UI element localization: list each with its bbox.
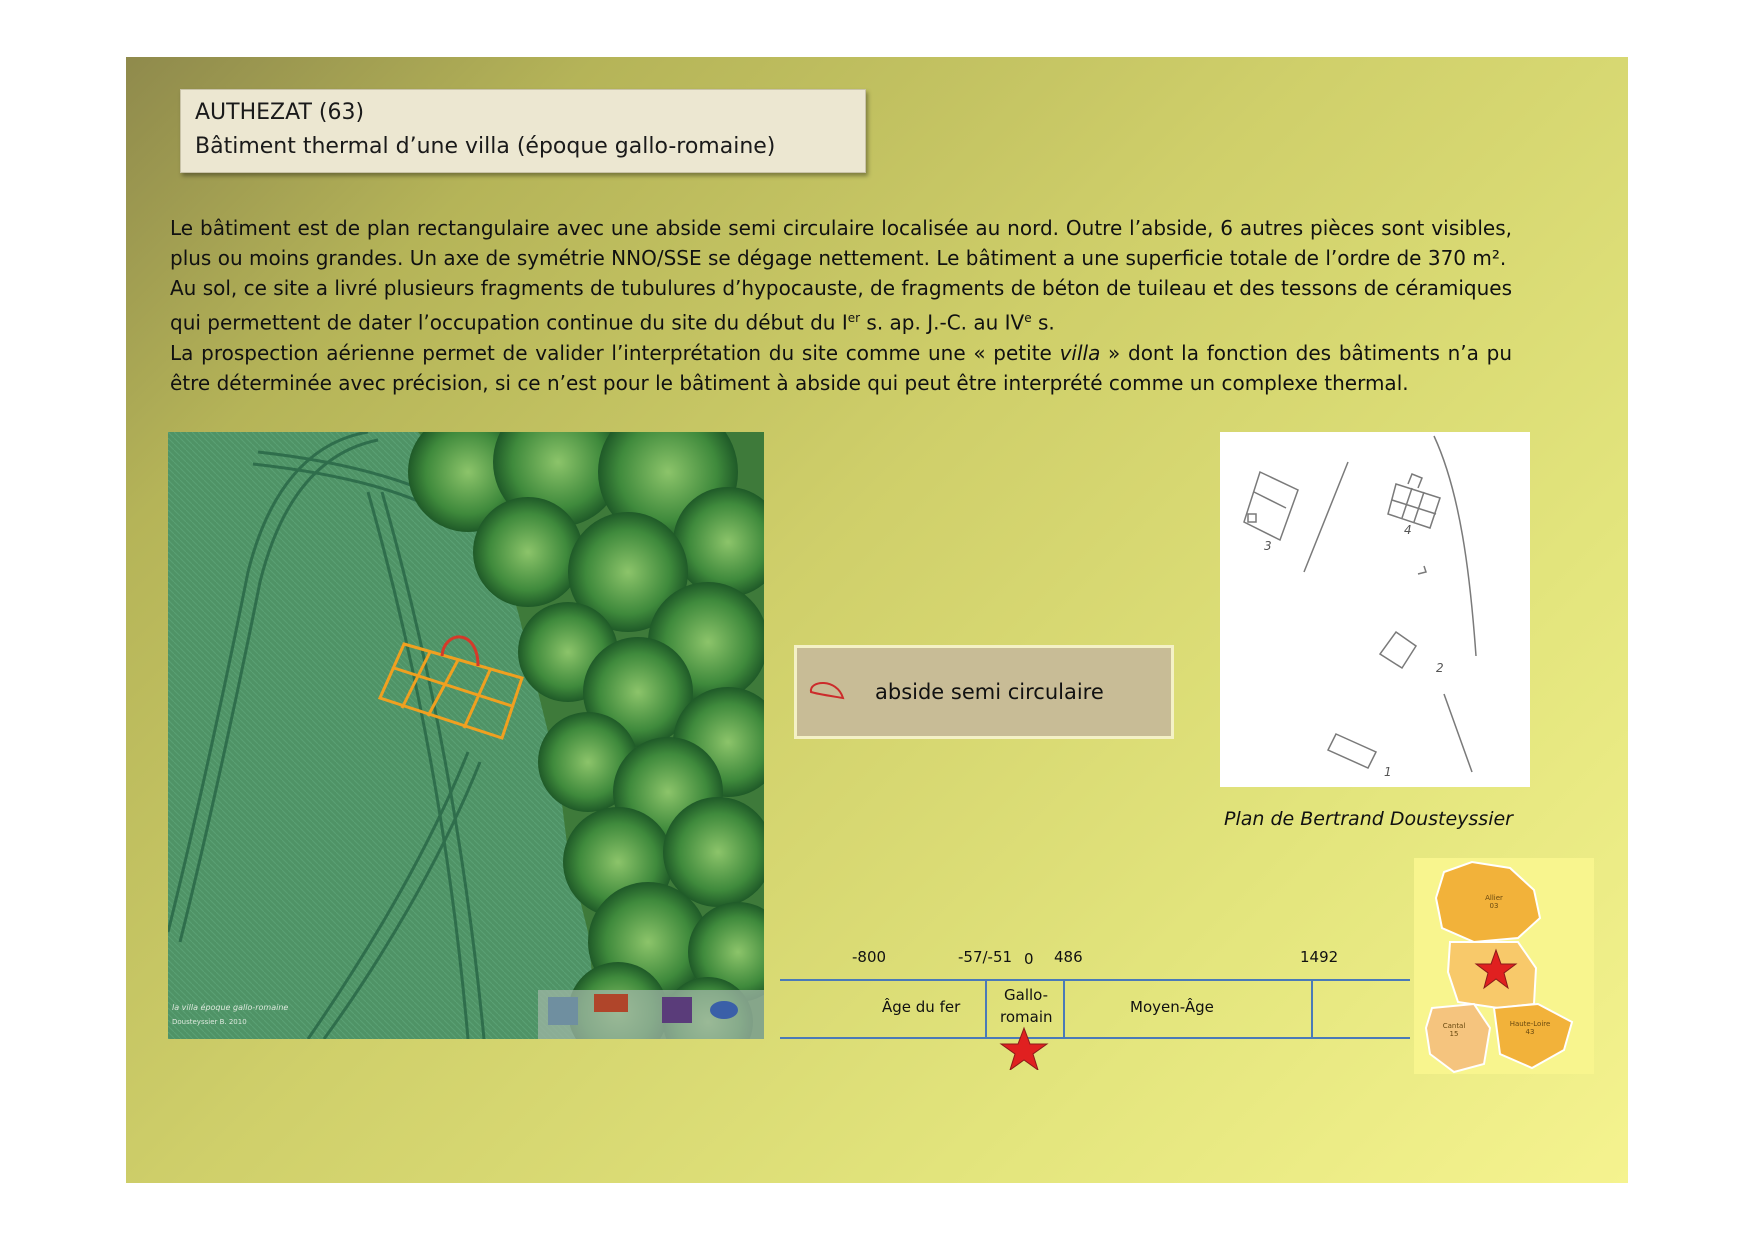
svg-text:la villa époque gallo-romaine: la villa époque gallo-romaine xyxy=(172,1003,289,1012)
period-iron-age: Âge du fer xyxy=(882,998,961,1016)
site-plan xyxy=(1220,432,1530,787)
svg-text:15: 15 xyxy=(1449,1030,1459,1038)
svg-text:2: 2 xyxy=(1436,661,1444,675)
period-middle-ages: Moyen-Âge xyxy=(1130,998,1214,1016)
apse-legend-icon xyxy=(807,676,847,706)
svg-text:03: 03 xyxy=(1489,902,1499,910)
period-marker-star xyxy=(1001,1028,1047,1070)
description-paragraph-2: Au sol, ce site a livré plusieurs fragments de tubulures d’hypocauste, de fragments de béton de tuileau et des tessons de céramiques qui permettent de dater l’occupation continue du site du début du Ier s. ap. J.-C. au IVe s. xyxy=(170,276,1512,335)
timeline xyxy=(780,940,1410,1100)
legend-label: abside semi circulaire xyxy=(875,680,1104,704)
svg-text:Dousteyssier B. 2010: Dousteyssier B. 2010 xyxy=(172,1018,247,1026)
title-box xyxy=(180,89,866,173)
region-map xyxy=(1414,858,1594,1074)
date-486: 486 xyxy=(1054,948,1083,966)
svg-text:4: 4 xyxy=(1404,523,1412,537)
svg-text:3: 3 xyxy=(1264,539,1272,553)
plan-caption: Plan de Bertrand Dousteyssier xyxy=(1224,808,1513,830)
svg-text:1: 1 xyxy=(1384,765,1392,779)
period-gallo-roman-line1: Gallo- xyxy=(1004,986,1049,1004)
description xyxy=(170,213,1512,398)
description-paragraph-1: Le bâtiment est de plan rectangulaire avec une abside semi circulaire localisée au nord. Outre l’abside, 6 autres pièces sont visibles, plus ou moins grandes. Un axe de symétrie NNO/SSE se dégage nettement. Le bâtiment a une superficie totale de l’ordre de 370 m². xyxy=(170,216,1512,270)
description-paragraph-3: La prospection aérienne permet de valider l’interprétation du site comme une « petite villa » dont la fonction des bâtiments n’a pu être déterminée avec précision, si ce n’est pour le bâtiment à abside qui peut être interprété comme un complexe thermal. xyxy=(170,340,1512,395)
svg-text:43: 43 xyxy=(1525,1028,1535,1036)
period-gallo-roman-line2: romain xyxy=(1000,1008,1053,1026)
site-subtitle: Bâtiment thermal d’une villa (époque gallo-romaine) xyxy=(195,134,776,159)
site-title: AUTHEZAT (63) xyxy=(195,100,365,125)
svg-text:Haute-Loire: Haute-Loire xyxy=(1509,1020,1551,1028)
svg-text:Allier: Allier xyxy=(1485,894,1503,902)
date-0: 0 xyxy=(1024,950,1034,968)
aerial-photo xyxy=(168,432,764,1039)
date-minus-57-51: -57/-51 xyxy=(958,948,1013,966)
date-1492: 1492 xyxy=(1300,948,1339,966)
svg-text:Cantal: Cantal xyxy=(1442,1022,1466,1030)
date-minus-800: -800 xyxy=(852,948,887,966)
legend-box xyxy=(794,645,1174,739)
